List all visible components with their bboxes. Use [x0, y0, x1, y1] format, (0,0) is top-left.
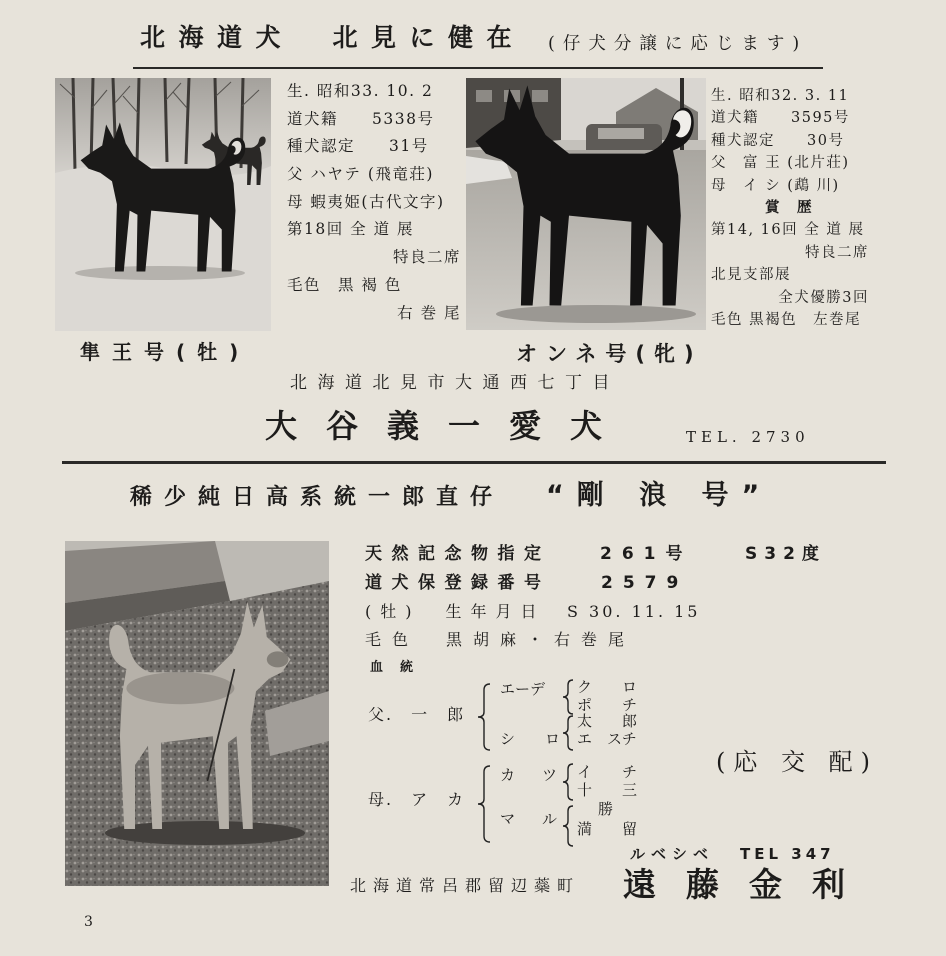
caption-onne: オンネ号(牝)	[516, 342, 703, 366]
pedigree-dam-dam: マ ル	[500, 810, 564, 828]
owner1-tel: TEL. 2730	[686, 428, 810, 446]
detail-dam: 母 蝦夷姫(古代文字)	[287, 192, 445, 211]
detail-birth: 生. 昭和33. 10. 2	[287, 82, 434, 100]
brace-dam-sire	[563, 764, 573, 800]
photo-onne	[466, 78, 706, 330]
header-underline	[133, 67, 823, 69]
photo-hayabusa-ou	[55, 78, 271, 331]
detail-coat: 毛色 黒 褐 色	[287, 275, 402, 294]
stud-service-offer: (応 交 配)	[716, 748, 878, 776]
detail-show: 第14, 16回 全 道 展	[711, 222, 865, 239]
owner1-name: 大谷義一愛犬	[265, 407, 632, 445]
detail-stud-cert: 種犬認定 30号	[711, 132, 845, 149]
pedigree-dam: 母. ア カ	[368, 790, 466, 809]
detail-birth: 生. 昭和32. 3. 11	[711, 88, 850, 104]
detail-registry: 道犬籍 3595号	[711, 110, 850, 127]
pedigree-grandparent: ク ロ	[577, 678, 638, 696]
pedigree-grandparent: 太 郎	[577, 712, 638, 730]
pedigree-dam-sire: カ ツ	[500, 766, 564, 784]
owner2-town-kana: ルベシベ	[630, 845, 715, 863]
caption-hayabusa-ou: 隼王号(牡)	[80, 340, 251, 364]
brace-sire-dam	[563, 716, 573, 750]
brace-sire-sire	[563, 680, 573, 714]
pedigree-grandparent: ポ チ	[577, 696, 638, 714]
photo-gorou	[65, 541, 329, 886]
pedigree-sire-sire: エーデ	[500, 680, 546, 698]
onne-details	[711, 85, 887, 331]
owner2-address: 北海道常呂郡留辺蘂町	[350, 876, 581, 895]
birth-label: (牡) 生年月日	[365, 602, 546, 621]
brace-sire	[478, 684, 490, 750]
pedigree-grandparent: 満 留	[577, 820, 638, 838]
pedigree-grandparent: 十 三	[577, 781, 638, 799]
owner2-name: 遠藤金利	[623, 865, 875, 904]
detail-registry: 道犬籍 5338号	[287, 109, 435, 128]
detail-branch-award: 全犬優勝3回	[778, 289, 869, 306]
detail-branch-show: 北見支部展	[711, 267, 791, 284]
dog-muzzle-shade	[267, 651, 289, 667]
register-number: 2579	[601, 573, 689, 593]
detail-coat: 毛色 黒褐色 左巻尾	[711, 311, 862, 328]
detail-tail: 右 巻 尾	[397, 303, 461, 322]
detail-dam: 母 イ シ (鵡 川)	[711, 177, 840, 194]
pedigree-sire: 父. 一 郎	[368, 705, 466, 724]
section-divider	[62, 461, 886, 464]
detail-stud-cert: 種犬認定 31号	[287, 137, 429, 156]
pedigree-grandparent: エ スチ	[577, 730, 637, 748]
monument-year: S32度	[745, 544, 826, 564]
car-window	[598, 128, 644, 139]
dog-shadow	[496, 305, 696, 323]
pedigree-sire-dam: シ ロ	[500, 730, 561, 748]
detail-sire: 父 ハヤテ (飛竜荘)	[287, 165, 434, 184]
detail-sire: 父 富 王 (北片荘)	[711, 155, 850, 172]
puppy-sale-note: (仔犬分譲に応じます)	[548, 34, 808, 54]
page-number: 3	[84, 914, 93, 930]
hayabusa-ou-details	[287, 78, 461, 327]
monument-label: 天然記念物指定	[365, 544, 551, 564]
owner1-address: 北海道北見市大通西七丁目	[290, 373, 620, 393]
page-title: 北海道犬 北見に健在	[140, 23, 526, 52]
monument-number: 261号	[600, 544, 693, 564]
dog-sesame-saddle	[126, 672, 234, 704]
dog-shadow	[75, 266, 245, 280]
stud-dog-name: “剛 浪 号”	[546, 480, 773, 511]
brace-dam	[478, 766, 490, 842]
birth-date: S 30. 11. 15	[567, 602, 701, 621]
register-label: 道犬保登録番号	[365, 573, 551, 593]
pedigree-grandparent: 勝	[598, 800, 614, 818]
stud-lead-title: 稀少純日高系統一郎直仔	[130, 485, 505, 510]
pedigree-heading: 血 統	[370, 660, 416, 675]
detail-award: 特良二席	[805, 244, 869, 261]
detail-awards-heading: 賞 歴	[765, 198, 813, 216]
brace-dam-dam	[563, 806, 573, 846]
pedigree-grandparent: イ チ	[577, 763, 638, 781]
coat-color: 毛色 黒胡麻・右巻尾	[365, 630, 636, 649]
detail-show: 第18回 全 道 展	[287, 220, 415, 239]
owner2-tel: TEL 347	[740, 845, 835, 863]
detail-award: 特良二席	[392, 248, 461, 267]
